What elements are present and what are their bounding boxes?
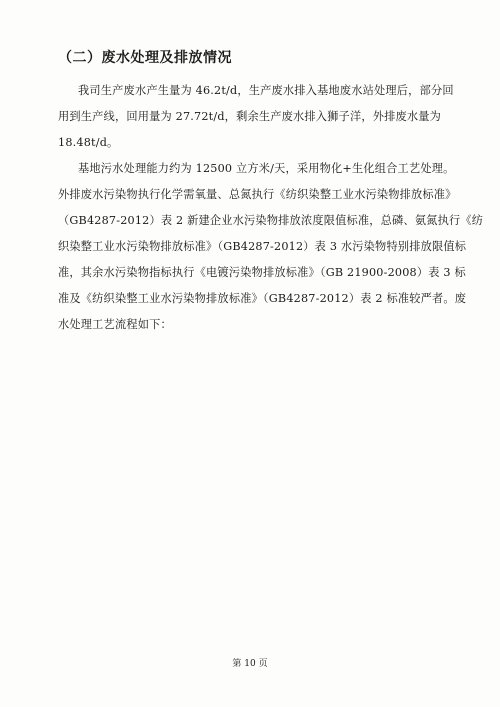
paragraph-2-line-6: 准及《纺织染整工业水污染物排放标准》（GB4287-2012）表 2 标准较严者。废 [58, 292, 467, 305]
section-heading: （二）废水处理及排放情况 [58, 50, 232, 66]
paragraph-2-line-5: 准，其余水污染物指标执行《电镀污染物排放标准》（GB 21900-2008）表 3 标 [58, 266, 466, 279]
paragraph-1-line-2: 用到生产线，回用量为 27.72t/d，剩余生产废水排入狮子洋，外排废水量为 [58, 110, 442, 123]
paragraph-2-line-1: 基地污水处理能力约为 12500 立方米/天，采用物化+生化组合工艺处理。 [78, 162, 455, 175]
page-number: 第 10 页 [232, 659, 268, 669]
paragraph-2-line-3: （GB4287-2012）表 2 新建企业水污染物排放浓度限值标准，总磷、氨氮执行《纺 [58, 214, 484, 227]
paragraph-2-line-7: 水处理工艺流程如下： [58, 318, 172, 331]
paragraph-2-line-2: 外排废水污染物执行化学需氧量、总氮执行《纺织染整工业水污染物排放标准》 [58, 188, 457, 201]
paragraph-1-line-1: 我司生产废水产生量为 46.2t/d，生产废水排入基地废水站处理后，部分回 [78, 84, 454, 97]
paragraph-1-line-3: 18.48t/d。 [58, 136, 119, 149]
paragraph-2-line-4: 织染整工业水污染物排放标准》（GB4287-2012）表 3 水污染物特别排放限值标 [58, 240, 467, 253]
